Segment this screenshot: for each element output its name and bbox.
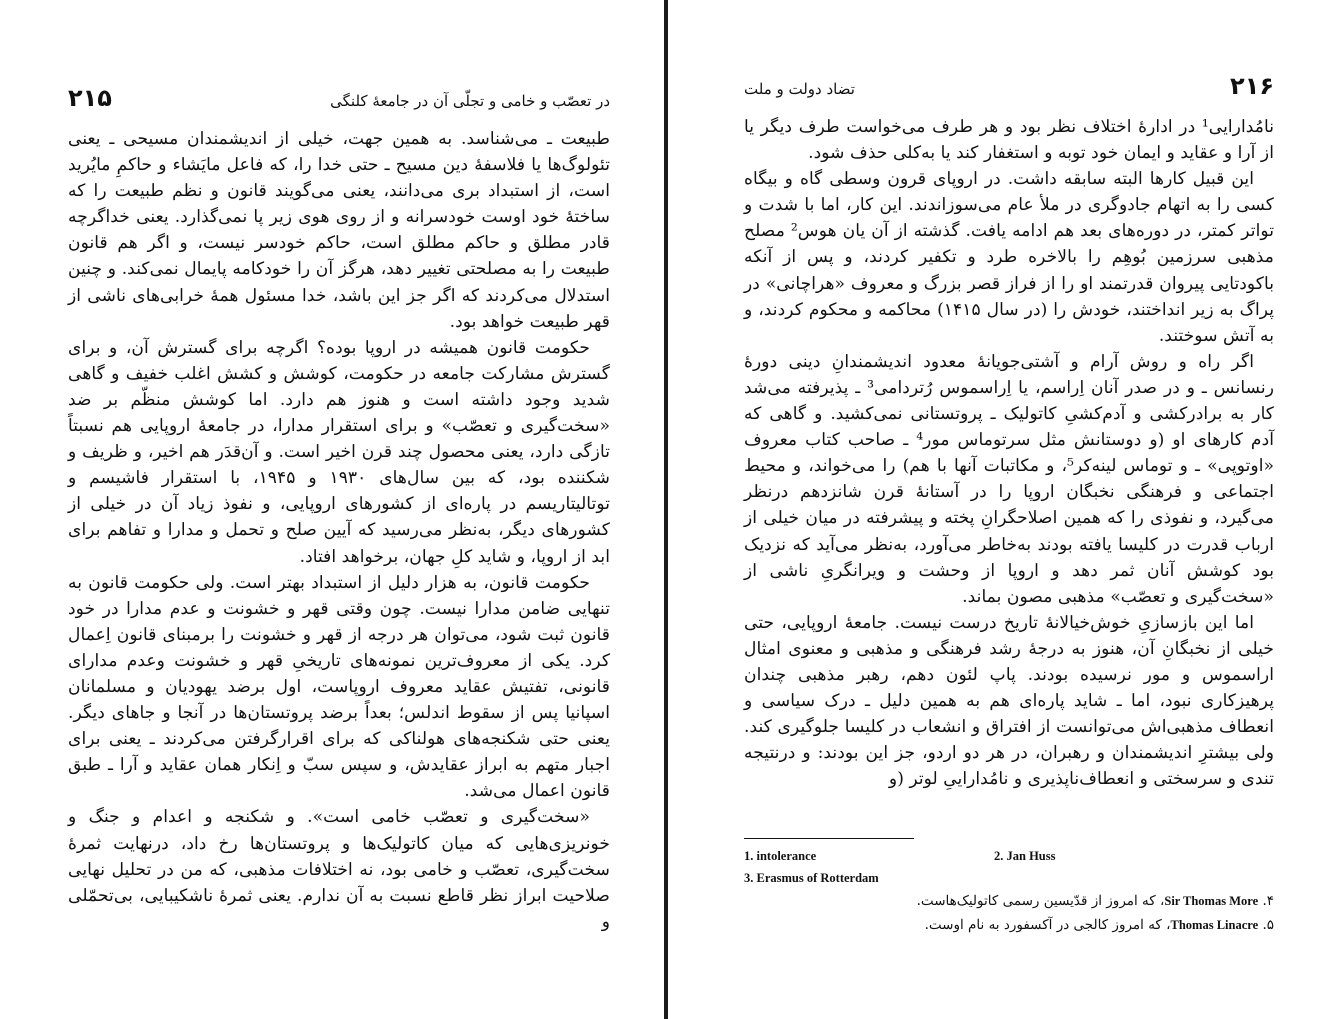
paragraph: طبیعت ـ می‌شناسد. به همین جهت، خیلی از اندیشمندان مسیحی ـ یعنی تئولوگ‌ها یا فلاسفهٔ دین مسیح ـ حتی خدا را، که فاعل مایَشاء و حاکمِ مایُرید است، از استبداد بری می‌دانند، یعنی می‌گویند قانون و نظم طبیعت را که ساختهٔ خود اوست خودسرانه و از روی هوی زیر پا نمی‌گذارد. یعنی خداگرچه قادر مطلق و حاکم مطلق است، حاکم خودسر نیست، و اگر هم قانون طبیعت را به مصلحتی تغییر دهد، هرگز آن را خودکامه پایمال نمی‌کند. و چنین استدلال می‌کردند که اگر جز این باشد، خدا مسئول همهٔ خرابی‌های ناشی از قهر طبیعت خواهد بود. [68, 129, 610, 332]
footnote-3: 3. Erasmus of Rotterdam [744, 871, 879, 886]
footnote-english-name: Thomas Linacre [1170, 918, 1259, 933]
paragraph: نامُدارایی¹ در ادارهٔ اختلاف نظر بود و هر طرف می‌خواست طرف دیگر یا از آرا و عقاید و ایمان خود توبه و استغفار کند یا به‌کلی حذف شود. [744, 117, 1274, 164]
left-page-header [68, 84, 610, 112]
running-title: در تعصّب و خامی و تجلّی آن در جامعهٔ کلنگی [330, 92, 610, 110]
footnote-number: ۴. [1262, 893, 1274, 910]
footnote-1: 1. intolerance [744, 849, 817, 864]
paragraph: این قبیل کارها البته سابقه داشت. در اروپای قرون وسطی گاه و بیگاه کسی را به اتهام جادوگری در ملأ عام می‌سوزاندند. این کار، اما با شدت و تواتر کمتر، در دوره‌های بعد هم ادامه یافت. گذشته از آن یان هوس² مصلح مذهبی سرزمین بُوهِم را بالاخره طرد و تکفیر کردند، و پس از آنکه باکودتایی پیروان قدرتمند او را از فراز قصر بزرگ و معروف «هراچانی» در پراگ به زیر انداختند، خودش را (در سال ۱۴۱۵) محاکمه و محکوم کردند، و به آتش سوختند. [744, 169, 1275, 346]
paragraph: حکومت قانون همیشه در اروپا بوده؟ اگرچه برای گسترش آن، و برای گسترش مشارکت جامعه در حکومت، کوشش و کشش اغلب خفیف و گاهی شدید وجود داشته است و هنوز هم دارد. اما کوشش منظّم بر ضد «سخت‌گیری و تعصّب» و برای استقرار مدارا، در جامعهٔ اروپایی هم نسبتاً تازگی دارد، یعنی محصول چند قرن اخیر است. و آن‌قدَر هم اخیر، و ظریف و شکننده بود، که بین سال‌های ۱۹۳۰ و ۱۹۴۵، با استقرار فاشیسم و توتالیتاریسم در پاره‌ای از کشورهای اروپایی، و نفوذ زیاد آن در خیلی از کشورهای دیگر، به‌نظر می‌رسید که آیین صلح و تحمل و مدارا و تفاهم برای ابد از اروپا، و شاید کلِ جهان، برخواهد افتاد. [68, 337, 610, 567]
paragraph: حکومت قانون، به هزار دلیل از استبداد بهتر است. ولی حکومت قانون به تنهایی ضامن مدارا نیست. چون وقتی قهر و خشونت و عدم مدارا در خود قانون ثبت شود، می‌توان هر درجه از قهر و خشونت را برمبنای قانون اِعمال کرد. یکی از معروف‌ترین نمونه‌های تاریخیِ قهر و خشونت وعدم مدارای قانونی، تفتیش عقاید معروف اروپاست، اول برضد یهودیان و مسلمانان اسپانیا پس از سقوط اندلس؛ بعداً برضد پروتستان‌ها در آنجا و جاهای دیگر. یعنی حتی شکنجه‌های هولناکی که برای اقرارگرفتن می‌کردند ـ یعنی برای اجبار متهم به ابراز عقایدش، و سپس سبّ و اِنکار همان عقاید و آرا ـ طبق قانون اعمال می‌شد. [68, 572, 610, 802]
footnotes [744, 838, 1274, 937]
footnote-row [744, 867, 1274, 889]
footnote-english-name: Sir Thomas More [1164, 894, 1259, 909]
page-number: ۲۱۶ [1230, 72, 1274, 100]
footnote-text: ، که امروز از قدّیسین رسمی کاتولیک‌هاست. [916, 893, 1165, 910]
footnote-5 [744, 913, 1274, 937]
right-page-header [744, 72, 1274, 100]
paragraph: اما این بازسازیِ خوش‌خیالانهٔ تاریخ درست نیست. جامعهٔ اروپایی، حتی خیلی از نخبگانِ آن، هنوز به درجهٔ رشد فرهنگی و مذهبی و معنوی امثال اراسموس و مور نرسیده بودند. پاپ لئون دهم، رهبر مذهبی چندان پرهیزکاری نبود، اما ـ شاید پاره‌ای هم به همین دلیل ـ درک سیاسی و انعطاف مذهبی‌اش می‌توانست از افتراق و انشعاب در کلیسا جلوگیری کند. ولی بیشترِ اندیشمندان و رهبران، در هر دو اردو، جز این بودند: و درنتیجه تندی و سرسختی و انعطاف‌ناپذیری و نامُداراییِ لوتر (و [744, 612, 1274, 790]
footnote-number: ۵. [1262, 917, 1274, 934]
page-number: ۲۱۵ [68, 84, 112, 112]
footnote-row [744, 845, 1274, 867]
footnote-4 [744, 889, 1274, 913]
footnotes-latin [744, 845, 1274, 889]
paragraph: اگر راه و روش آرام و آشتی‌جویانهٔ معدود اندیشمندانِ دینی دورهٔ رنسانس ـ و در صدر آنان اِراسم، یا اِراسموس رُتردامی³ ـ پذیرفته می‌شد کار به برادرکشی و آدم‌کشیِ کاتولیک ـ پروتستانی نمی‌کشید. و گاهی که آدم کارهای او (و دوستانش مثل سرتوماس مور⁴ ـ صاحب کتاب معروف «اوتوپی» ـ و توماس لینه‌کر⁵، و مکاتبات آنها با هم) را می‌خواند، و محیط اجتماعی و فرهنگی نخبگان اروپا را در آستانهٔ قرن شانزدهم درنظر می‌گیرد، و نفوذی را که همین اصلاحگرانِ پخته و پیشرفته در میان خیلی از ارباب قدرت در کلیسا یافته بودند به‌خاطر می‌آورد، به‌نظر می‌آید که نزدیک بود کوشش آنان ثمر دهد و اروپا از وحشت و ویرانگریِ ناشی از «سخت‌گیری و تعصّب» مذهبی مصون بماند. [744, 351, 1274, 607]
left-page [0, 0, 664, 1019]
running-title: تضاد دولت و ملت [744, 80, 855, 98]
footnote-rule [744, 838, 914, 839]
right-page [672, 0, 1340, 1019]
book-spine-divider [664, 0, 668, 1019]
footnote-2: 2. Jan Huss [994, 849, 1056, 864]
footnote-text: ، که امروز کالجی در آکسفورد به نام اوست. [924, 917, 1171, 934]
paragraph: «سخت‌گیری و تعصّب خامی است». و شکنجه و اعدام و جنگ و خونریزی‌هایی که میان کاتولیک‌ها و پروتستان‌ها رخ داد، درنهایت ثمرهٔ سخت‌گیری، تعصّب و خامی بود، نه اختلافات مذهبی، که من در تحلیل نهایی صلاحیت ابراز نظر قاطع نسبت به آن ندارم. یعنی ثمرهٔ ناشکیبایی، بی‌تحمّلی و [68, 807, 610, 932]
